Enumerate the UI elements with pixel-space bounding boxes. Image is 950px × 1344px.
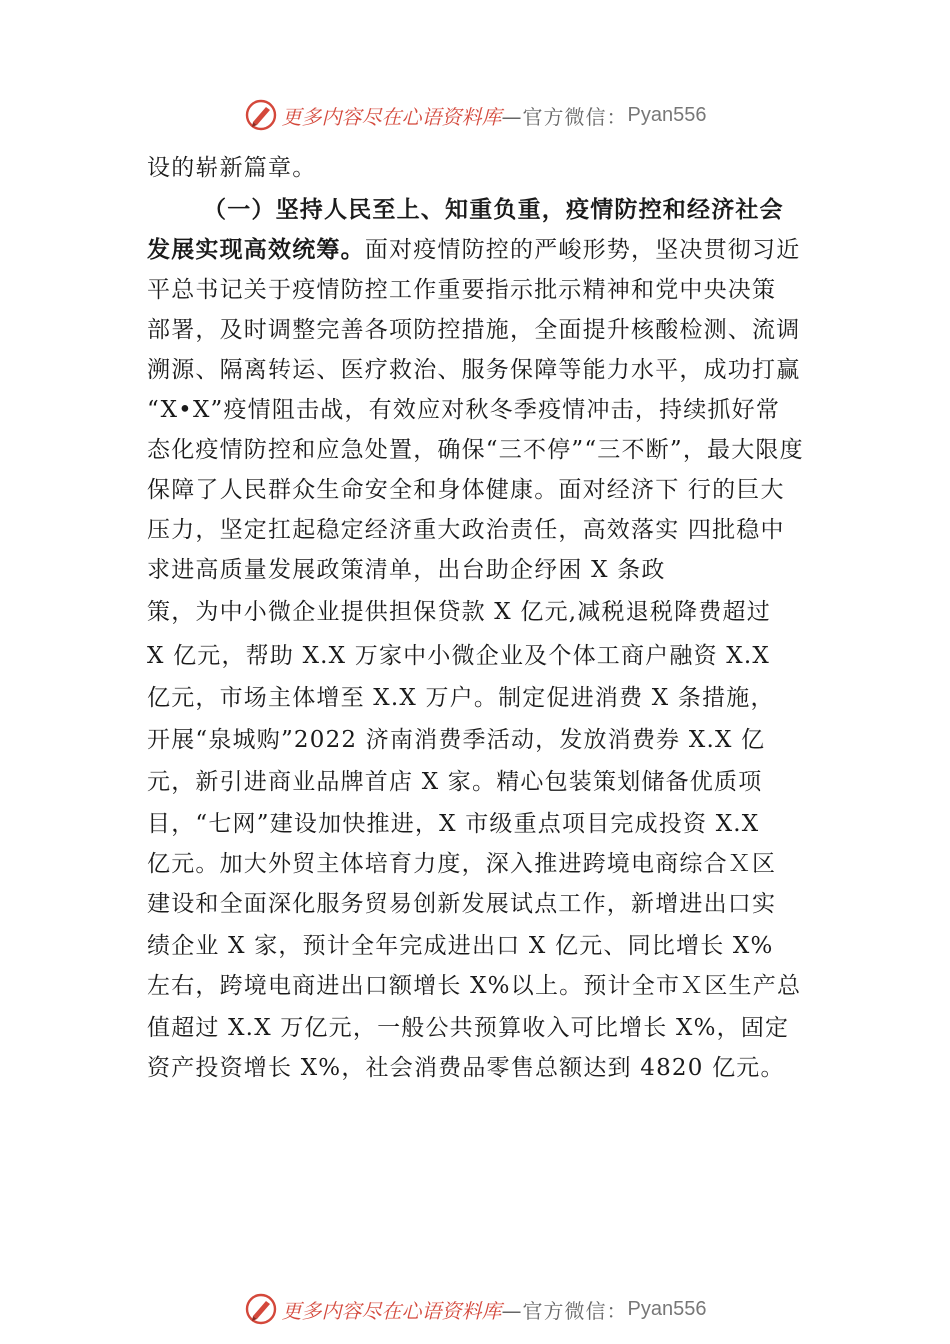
text-line: 设的崭新篇章。	[147, 155, 317, 181]
text-line: 元，新引进商业品牌首店 X 家。精心包装策划储备优质项	[147, 769, 763, 795]
text-line: 绩企业 X 家，预计全年完成进出口 X 亿元、同比增长 X%	[147, 933, 774, 959]
text-line: 亿元，市场主体增至 X.X 万户。制定促进消费 X 条措施，	[147, 685, 775, 711]
text-line: 策，为中小微企业提供担保贷款 X 亿元,减税退税降费超过	[147, 599, 771, 625]
watermark-brand-text: 更多内容尽在心语资料库	[281, 1298, 502, 1323]
pen-logo-icon	[244, 1292, 278, 1326]
watermark-wechat-id: Pyan556	[627, 103, 707, 126]
watermark-wechat-label: —官方微信：	[501, 1298, 628, 1323]
header-watermark	[0, 95, 950, 135]
text-line: 左右，跨境电商进出口额增长 X%以上。预计全市Ｘ区生产总	[147, 973, 802, 999]
text-line: 资产投资增长 X%，社会消费品零售总额达到 4820 亿元。	[147, 1055, 785, 1081]
text-line: 压力，坚定扛起稳定经济重大政治责任，高效落实 四批稳中	[147, 517, 785, 543]
text-line: “X•X”疫情阻击战，有效应对秋冬季疫情冲击，持续抓好常	[147, 397, 781, 423]
pen-logo-icon	[244, 98, 278, 132]
text-line: 溯源、隔离转运、医疗救治、服务保障等能力水平，成功打赢	[147, 357, 801, 383]
text-line: 值超过 X.X 万亿元，一般公共预算收入可比增长 X%，固定	[147, 1015, 790, 1041]
text-line: 目，“七网”建设加快推进，X 市级重点项目完成投资 X.X	[147, 811, 760, 837]
text-line	[147, 230, 800, 270]
watermark-brand-text: 更多内容尽在心语资料库	[281, 104, 502, 129]
text-span: 面对疫情防控的严峻形势，坚决贯彻习近	[364, 237, 801, 263]
watermark-wechat-label: —官方微信：	[501, 104, 628, 129]
text-line: 求进高质量发展政策清单，出台助企纾困 X 条政	[147, 557, 666, 583]
text-line: 态化疫情防控和应急处置，确保“三不停”“三不断”，最大限度	[147, 437, 804, 463]
text-line: X 亿元，帮助 X.X 万家中小微企业及个体工商户融资 X.X	[147, 643, 770, 669]
text-line: 保障了人民群众生命安全和身体健康。面对经济下 行的巨大	[147, 477, 785, 503]
heading-continuation: 发展实现高效统筹。	[147, 236, 365, 263]
footer-watermark	[0, 1289, 950, 1329]
text-line: 部署，及时调整完善各项防控措施，全面提升核酸检测、流调	[147, 317, 801, 343]
text-line: 开展“泉城购”2022 济南消费季活动，发放消费券 X.X 亿	[147, 727, 766, 753]
text-line: 亿元。加大外贸主体培育力度，深入推进跨境电商综合Ｘ区	[147, 851, 777, 877]
section-heading: （一）坚持人民至上、知重负重，疫情防控和经济社会	[203, 196, 784, 223]
watermark-wechat-id: Pyan556	[627, 1297, 707, 1320]
text-line: 建设和全面深化服务贸易创新发展试点工作，新增进出口实	[147, 891, 777, 917]
text-line: 平总书记关于疫情防控工作重要指示批示精神和党中央决策	[147, 277, 777, 303]
